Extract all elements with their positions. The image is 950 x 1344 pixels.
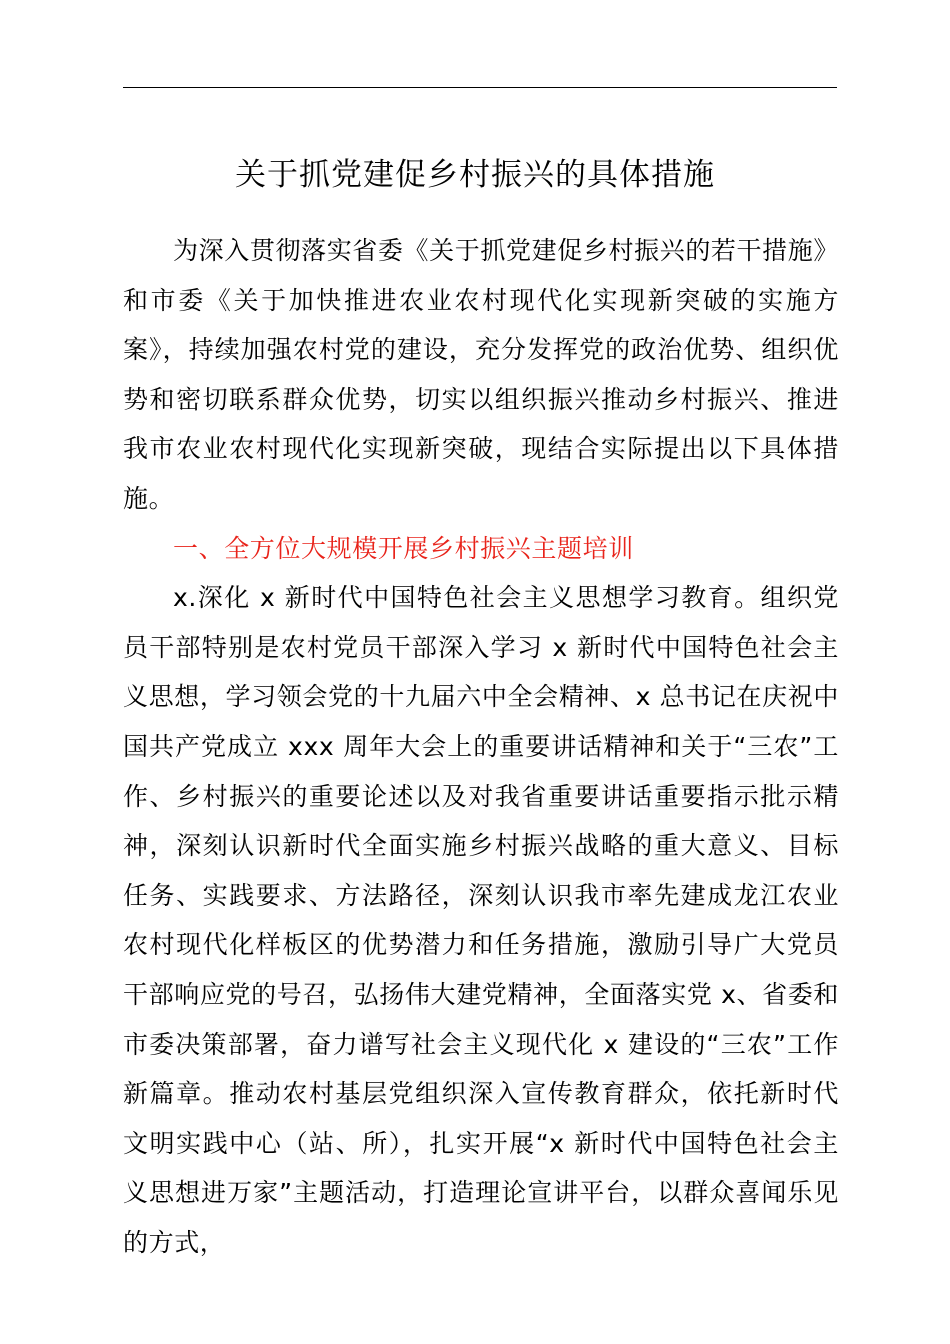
- header-rule: [123, 87, 837, 88]
- document-title: 关于抓党建促乡村振兴的具体措施: [235, 157, 715, 193]
- document-body: [123, 226, 839, 1267]
- section-paragraph: x.深化 x 新时代中国特色社会主义思想学习教育。组织党员干部特别是农村党员干部深入学习 x 新时代中国特色社会主义思想，学习领会党的十九届六中全会精神、x 总书记在庆祝中国共产党成立 xxx 周年大会上的重要讲话精神和关于“三农”工作、乡村振兴的重要论述以及对我省重要讲话重要指示批示精神，深刻认识新时代全面实施乡村振兴战略的重大意义、目标任务、实践要求、方法路径，深刻认识我市率先建成龙江农业农村现代化样板区的优势潜力和任务措施，激励引导广大党员干部响应党的号召，弘扬伟大建党精神，全面落实党 x、省委和市委决策部署，奋力谱写社会主义现代化 x 建设的“三农”工作新篇章。推动农村基层党组织深入宣传教育群众，依托新时代文明实践中心（站、所），扎实开展“x 新时代中国特色社会主义思想进万家”主题活动，打造理论宣讲平台，以群众喜闻乐见的方式，: [123, 583, 839, 1257]
- intro-paragraph: 为深入贯彻落实省委《关于抓党建促乡村振兴的若干措施》和市委《关于加快推进农业农村现代化实现新突破的实施方案》，持续加强农村党的建设，充分发挥党的政治优势、组织优势和密切联系群众优势，切实以组织振兴推动乡村振兴、推进我市农业农村现代化实现新突破，现结合实际提出以下具体措施。: [123, 236, 839, 513]
- section-heading: 一、全方位大规模开展乡村振兴主题培训: [173, 533, 634, 563]
